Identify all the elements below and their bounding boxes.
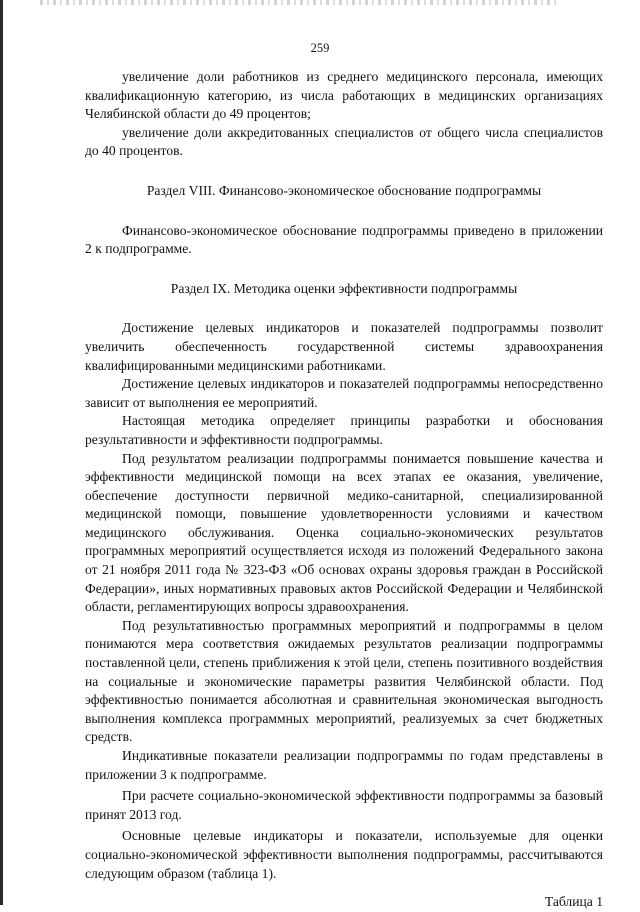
document-body (85, 68, 603, 912)
scan-edge (0, 0, 3, 905)
paragraph-targets-measures: Достижение целевых индикаторов и показателей подпрограммы непосредственно зависит от выполнения ее мероприятий. (85, 376, 603, 410)
paragraph-base-year: При расчете социально-экономической эффективности подпрограммы за базовый принят 2013 год. (85, 788, 603, 822)
paragraph-nurse-qualification: увеличение доли работников из среднего медицинского персонала, имеющих квалификационную категорию, из числа работающих в медицинских организациях Челябинской области до 49 процентов; (85, 69, 603, 122)
table-label: Таблица 1 (544, 894, 603, 910)
page-number: 259 (310, 41, 330, 55)
paragraph-effectiveness-definition: Под результативностью программных мероприятий и подпрограммы в целом понимаются мера соответствия ожидаемых результатов реализации подпрограммы поставленной цели, степень приближения к этой цели, степень позитивного воздействия на социальные и экономические параметры развития Челябинской области. Под эффективностью понимается абсолютная и сравнительная экономическая выгодность выполнения комплекса программных мероприятий, реализуемых за счет бюджетных средств. (85, 617, 603, 745)
paragraph-indicators-calculation: Основные целевые индикаторы и показатели, используемые для оценки социально-экономической эффективности выполнения подпрограммы, рассчитываются следующим образом (таблица 1). (85, 828, 603, 881)
scan-noise (40, 0, 560, 5)
section-8-heading: Раздел VIII. Финансово-экономическое обоснование подпрограммы (146, 182, 542, 198)
paragraph-indicators-appendix: Индикативные показатели реализации подпрограммы по годам представлены в приложении 3 к подпрограмме. (85, 748, 603, 782)
paragraph-accreditation: увеличение доли аккредитованных специалистов от общего числа специалистов до 40 процентов. (85, 124, 603, 159)
paragraph-result-definition: Под результатом реализации подпрограммы понимается повышение качества и эффективности медицинской помощи на всех этапах ее оказания, увеличение, обеспечение доступности первичной медико-санитарной, специализированной медицинской помощи, повышение удовлетворенности условиями и качеством медицинского обслуживания. Оценка социально-экономических результатов программных мероприятий осуществляется исходя из положений Федерального закона от 21 ноября 2011 года № 323-ФЗ «Об основах охраны здоровья граждан в Российской Федерации», иных нормативных правовых актов Российской Федерации и Челябинской области, регламентирующих вопросы здравоохранения. (85, 450, 603, 615)
paragraph-targets-staff: Достижение целевых индикаторов и показателей подпрограммы позволит увеличить обеспеченность государственной системы здравоохранения квалифицированными медицинскими работниками. (85, 320, 603, 373)
section-9-heading: Раздел IX. Методика оценки эффективности подпрограммы (170, 280, 518, 296)
paragraph-methodology: Настоящая методика определяет принципы разработки и обоснования результативности и эффективности подпрограммы. (85, 413, 603, 447)
section-8-text: Финансово-экономическое обоснование подпрограммы приведено в приложении 2 к подпрограмме. (85, 222, 603, 257)
